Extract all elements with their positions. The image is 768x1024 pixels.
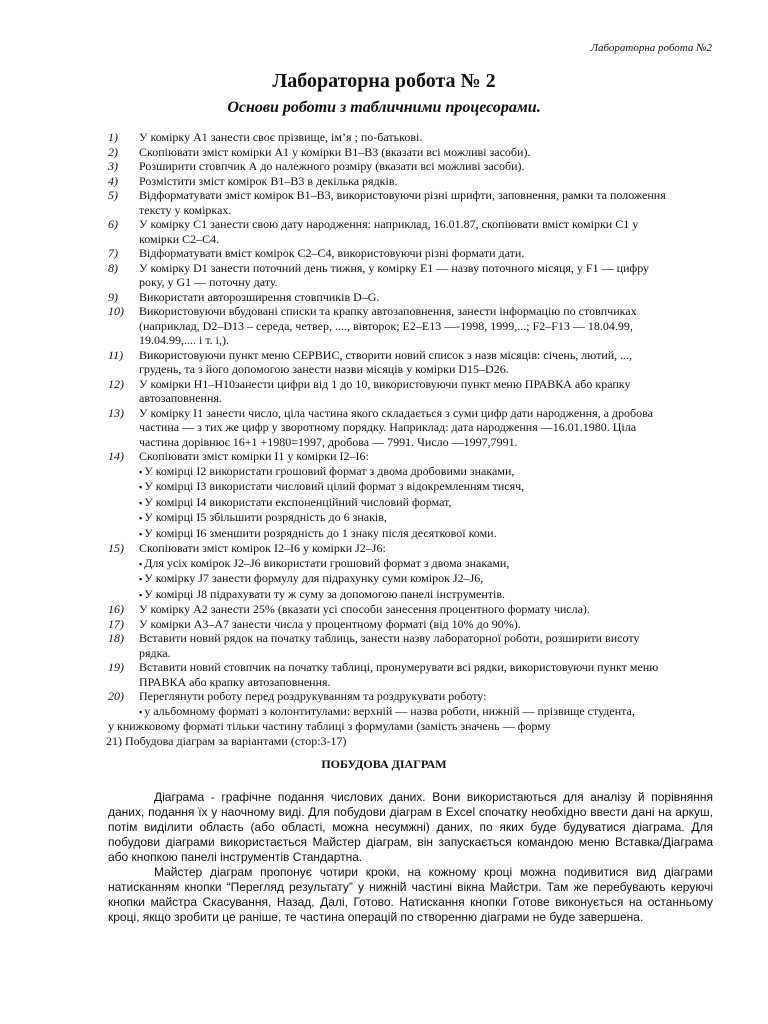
task-text-line: рядка. <box>139 645 171 660</box>
task-number: 7) <box>108 246 118 260</box>
task-item <box>108 689 718 704</box>
task-text-line: частина — з тих же цифр у зворотному порядку. Наприклад: дата народження —16.01.1980. Ціла <box>139 420 637 434</box>
task-text-line: Розмістити зміст комірок В1–В3 в декілька рядків. <box>139 173 398 188</box>
task-text-line: Використати авторозширення стовпчиків D–G. <box>139 289 380 304</box>
task-text-line: У комірки Н1–Н10занести цифри від 1 до 10, використовуючи пункт меню ПРАВКА або крапку <box>139 376 631 391</box>
task-text-line: У комірку С1 занести свою дату народження: наприклад, 16.01.87, скопіювати вміст комірки С1 у <box>139 217 639 231</box>
task-text-line: 19.04.99,.... і т. і,). <box>139 333 230 347</box>
paragraph: Діаграма - графічне подання числових даних. Вони використаються для аналізу й порівняння даних, подання їх у наочному виді. Для побудови діаграм в Excel спочатку необхідно ввести дані на аркуш, потім виділити область (або області, можна несумжні) даних, по яких буде будуватися діаграма. Для побудови діаграми використається Майстер діаграм, він запускається командою меню Вставка/Діаграма або кнопкою панелі інструментів Стандартна. <box>108 790 713 864</box>
task-text-line: Вставити новий рядок на початку таблиць, занести назву лабораторної роботи, розширити висоту <box>139 631 640 645</box>
task-number: 9) <box>108 289 118 304</box>
task-list <box>108 130 718 748</box>
task-number: 2) <box>108 144 118 159</box>
task-number: 19) <box>108 660 124 674</box>
task-text-line: У комірки А3–А7 занести числа у процентному форматі (від 10% до 90%). <box>139 616 521 631</box>
body-text <box>108 790 713 925</box>
subtask-item <box>108 571 718 587</box>
task-text-line: У комірку А1 занести своє прізвище, ім’я ; по-батькові. <box>139 130 423 144</box>
subtask-text: У комірці J8 підрахувати ту ж суму за допомогою панелі інструментів. <box>144 586 506 601</box>
task-item <box>108 261 718 290</box>
task-number: 5) <box>108 188 118 202</box>
task-item <box>108 159 718 174</box>
subtask-text: Для усіх комірок J2–J6 використати грошовий формат з двома знаками, <box>144 555 510 570</box>
task-text-line: Відформатувати зміст комірок В1–В3, використовуючи різні шрифти, заповнення, рамки та положення <box>139 188 666 202</box>
task-text-line: Використовуючи вбудовані списки та крапку автозаповнення, занести інформацію по стовпчиках <box>139 304 637 318</box>
subtask-item <box>108 510 718 526</box>
bullet-icon: ▪ <box>139 497 143 508</box>
task-text-line: ПРАВКА або крапку автозаповнення. <box>139 674 331 689</box>
task-text-line: Переглянути роботу перед роздрукуванням та роздрукувати роботу: <box>139 689 487 703</box>
task-item <box>108 130 718 145</box>
task-item <box>108 377 718 406</box>
task-number: 14) <box>108 449 124 463</box>
task-number: 16) <box>108 602 124 616</box>
task-number: 18) <box>108 631 124 645</box>
task-text-line: Вставити новий стовпчик на початку таблиці, пронумерувати всі рядки, використовуючи пункт меню <box>139 660 659 674</box>
task-text-line: Скопіювати зміст комірки А1 у комірки В1–В3 (вказати всі можливі засоби). <box>139 144 531 159</box>
task-number: 12) <box>108 376 124 391</box>
subtask-item <box>108 587 718 603</box>
bullet-icon: ▪ <box>139 706 143 717</box>
bullet-icon: ▪ <box>139 466 143 477</box>
task-number: 10) <box>108 304 124 318</box>
task-item <box>108 217 718 246</box>
running-header: Лабораторна робота №2 <box>590 42 712 54</box>
bullet-icon: ▪ <box>139 558 143 569</box>
task-text-line: (наприклад, D2–D13 – середа, четвер, ...., вівторок; Е2–Е13 —-1998, 1999,...; F2–F13 — 18.04.99, <box>139 318 633 333</box>
subtask-item <box>108 556 718 572</box>
task-text-line: У комірку А2 занести 25% (вказати усі способи занесення процентного формату числа). <box>139 602 590 616</box>
subtask-item <box>108 704 718 720</box>
task-text-line: тексту у комірках. <box>139 202 232 217</box>
task-item <box>108 174 718 189</box>
task-item <box>108 406 718 450</box>
task-text-line: Скопіювати зміст комірки І1 у комірки І2–І6: <box>139 449 369 463</box>
task-item <box>108 631 718 660</box>
bullet-icon: ▪ <box>139 513 143 523</box>
bullet-icon: ▪ <box>139 574 143 584</box>
task-text-line: Використовуючи пункт меню СЕРВИС, створити новий список з назв місяців: січень, лютий, ..., <box>139 347 633 362</box>
task-number: 8) <box>108 260 118 275</box>
task-text-line: Скопіювати зміст комірок І2–І6 у комірки J2–J6: <box>139 541 386 555</box>
task-number: 17) <box>108 616 124 631</box>
task-text-line: автозаповнення. <box>139 391 222 405</box>
subtask-text: У комірці І5 збільшити розрядність до 6 знаків, <box>144 510 387 524</box>
bullet-icon: ▪ <box>139 589 143 600</box>
task-item <box>108 304 718 348</box>
bullet-icon: ▪ <box>139 528 143 539</box>
task-text-line: У комірку D1 занести поточний день тижня, у комірку Е1 — назву поточного місяця, у F1 — цифру <box>139 260 650 275</box>
task-item <box>108 246 718 261</box>
page-subtitle: Основи роботи з табличними процесорами. <box>227 99 541 116</box>
subtask-text: У комірці І2 використати грошовий формат з двома дробовими знаками, <box>144 463 515 478</box>
task-text-line: Розширити стовпчик А до належного розміру (вказати всі можливі засоби). <box>139 159 525 173</box>
page-title: Лабораторна робота № 2 <box>272 70 496 92</box>
task-item <box>108 348 718 377</box>
task-item-21: 21) Побудова діаграм за варіантами (стор:3-17) <box>106 733 347 748</box>
task-item <box>108 290 718 305</box>
task-text-line: комірки С2–С4. <box>139 231 220 246</box>
task-text-line: Відформатувати вміст комірок С2–С4, використовуючи різні формати дати. <box>139 246 525 260</box>
task-number: 4) <box>108 173 118 188</box>
task-number: 15) <box>108 541 124 555</box>
subtask-item <box>108 464 718 480</box>
task-item <box>108 188 718 217</box>
section-title: ПОБУДОВА ДІАГРАМ <box>321 757 447 771</box>
task-text-line: У комірку І1 занести число, ціла частина якого складається з суми цифр дати народження, а дробова <box>139 405 653 420</box>
subtask-text: У комірці І3 використати числовий цілий формат з відокремленням тисяч, <box>144 479 525 493</box>
subtask-item <box>108 495 718 511</box>
paragraph: Майстер діаграм пропонує чотири кроки, на кожному кроці можна подивитися вид діаграми натисканням кнопки “Перегляд результату” у нижній частині вікна Майстри. Там же перебувають керуючі кнопки майстра Скасування, Назад, Далі, Готово. Натискання кнопки Готове виконується на останньому кроці, якщо зробити це раніше, те частина операцій по створенню діаграми не буде завершена. <box>108 865 713 924</box>
task-text-line: року, у G1 — поточну дату. <box>139 275 278 289</box>
task-continuation-line: у книжковому форматі тільки частину таблиці з формулами (замість значень — форму <box>108 719 551 733</box>
task-text-line: частина дорівнює 16+1 +1980=1997, дробова — 7991. Число —1997,7991. <box>139 434 518 449</box>
subtask-item <box>108 479 718 495</box>
task-item <box>108 541 718 556</box>
task-text-line: грудень, та з його допомогою занести назви місяців у комірки D15–D26. <box>139 362 509 376</box>
task-number: 13) <box>108 405 124 420</box>
task-item <box>108 449 718 464</box>
subtask-text: У комірку J7 занести формулу для підрахунку суми комірок J2–J6, <box>144 571 484 585</box>
task-item <box>108 617 718 632</box>
subtask-text: у альбомному форматі з колонтитулами: верхній — назва роботи, нижній — прізвище студента, <box>144 703 635 718</box>
subtask-text: У комірці І4 використати експоненційний числовий формат, <box>144 494 452 509</box>
subtask-text: У комірці І6 зменшити розрядність до 1 знаку після десяткової коми. <box>144 525 497 540</box>
task-number: 6) <box>108 217 118 231</box>
task-number: 1) <box>108 130 118 144</box>
task-item <box>108 145 718 160</box>
task-item <box>108 660 718 689</box>
subtask-item <box>108 526 718 542</box>
task-number: 11) <box>108 347 124 362</box>
task-number: 3) <box>108 159 118 173</box>
task-item <box>108 602 718 617</box>
bullet-icon: ▪ <box>139 482 143 492</box>
task-number: 20) <box>108 689 124 703</box>
